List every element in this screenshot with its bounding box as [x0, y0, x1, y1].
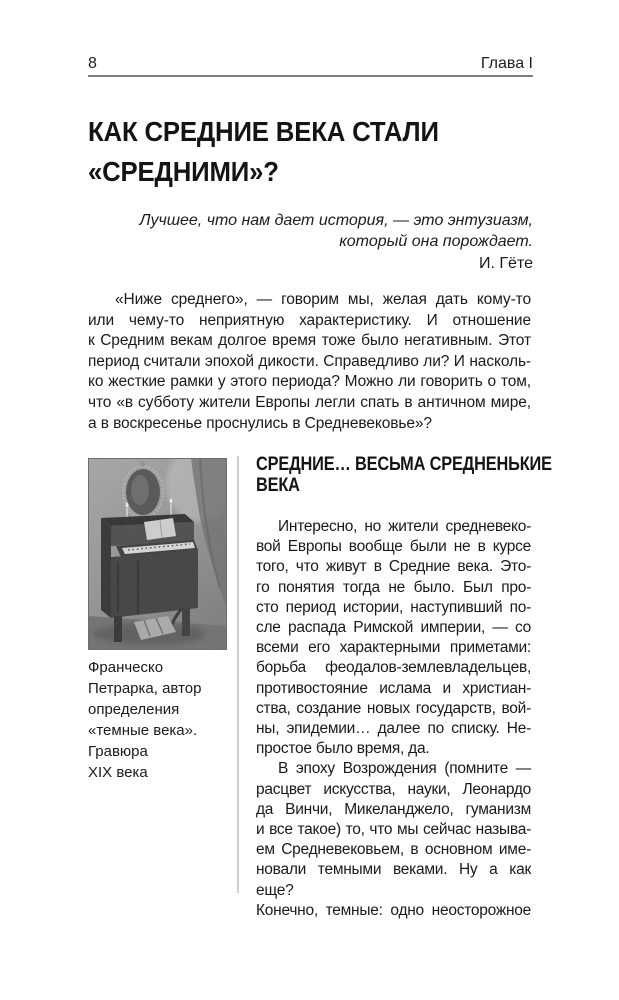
intro-line: к Средним векам долгое время тоже было негативным. Этот [88, 332, 531, 350]
section-paragraph-2 [256, 759, 531, 921]
petrarch-engraving-image [88, 458, 227, 650]
body-line: сто период истории, наступивший по- [256, 598, 531, 616]
section-column [256, 454, 552, 921]
body-line: и все такое) то, что мы сейчас называ- [256, 821, 531, 839]
chapter-title-line: КАК СРЕДНИЕ ВЕКА СТАЛИ [88, 116, 439, 147]
body-line: Конечно, темные: одно неосторожное [256, 901, 531, 919]
figure [88, 458, 227, 783]
intro-line: «Ниже среднего», — говорим мы, желая дать кому-то [115, 291, 531, 308]
epigraph-line: Лучшее, что нам дает история, — это энтузиазм, [139, 212, 533, 229]
body-line: противостояние ислама и христиан- [256, 679, 531, 697]
body-line: вой Европы вообще были не в курсе [256, 538, 531, 556]
body-line: да Винчи, Микеланджело, гуманизм [256, 800, 531, 818]
body-line: того, что живут в Средние века. Это- [256, 558, 531, 576]
section-heading [256, 454, 552, 496]
caption-line: «темные века». [88, 722, 198, 739]
chapter-title [88, 112, 558, 192]
caption-line: определения [88, 701, 180, 718]
body-line: расцвет искусства, науки, Леонардо [256, 780, 531, 798]
intro-line: или чему-то неприятную характеристику. И отношение [88, 311, 531, 329]
intro-line: ко жесткие рамки у этого периода? Можно ли говорить о том, [88, 373, 531, 391]
body-line: борьба феодалов-землевладельцев, [256, 659, 531, 677]
figure-caption [88, 657, 238, 783]
intro-line: период считали эпохой дикости. Справедливо ли? И насколь- [88, 352, 531, 370]
header-rule [88, 75, 533, 77]
epigraph [93, 210, 533, 274]
intro-line: что «в субботу жители Европы легли спать в античном мире, [88, 393, 531, 411]
intro-paragraph [88, 290, 531, 434]
body-line: новали темными веками. Ну а как еще? [256, 861, 531, 899]
body-line: ны, эпидемии… далее по списку. Не- [256, 720, 531, 738]
chapter-title-line: «СРЕДНИМИ»? [88, 156, 279, 187]
epigraph-attribution: И. Гёте [479, 254, 533, 272]
caption-line: Гравюра [88, 743, 148, 760]
body-line: го понятия тогда не было. Был про- [256, 578, 531, 596]
intro-line: а в воскресенье проснулись в Средневековье»? [88, 414, 432, 432]
body-line: Интересно, но жители средневеко- [278, 518, 531, 535]
section-paragraph-1 [256, 517, 531, 759]
body-line: ем Средневековьем, в основном име- [256, 841, 531, 859]
caption-line: XIX века [88, 764, 148, 781]
section-heading-line: ВЕКА [256, 474, 300, 496]
section-heading-line: СРЕДНИЕ… ВЕСЬМА СРЕДНЕНЬКИЕ [256, 454, 552, 475]
body-line: простое было время, да. [256, 740, 430, 758]
epigraph-line: который она порождает. [339, 233, 533, 251]
body-line: сле распада Римской империи, — со [256, 619, 531, 637]
chapter-label: Глава I [480, 55, 533, 72]
caption-line: Петрарка, автор [88, 680, 202, 697]
column-divider [237, 456, 239, 893]
caption-line: Франческо [88, 659, 164, 676]
page-number: 8 [88, 55, 97, 72]
body-line: всеми его характерными приметами: [256, 639, 531, 657]
running-header [88, 54, 533, 74]
body-line: В эпоху Возрождения (помните — [278, 760, 531, 778]
body-line: ства, создание новых государств, вой- [256, 699, 531, 717]
